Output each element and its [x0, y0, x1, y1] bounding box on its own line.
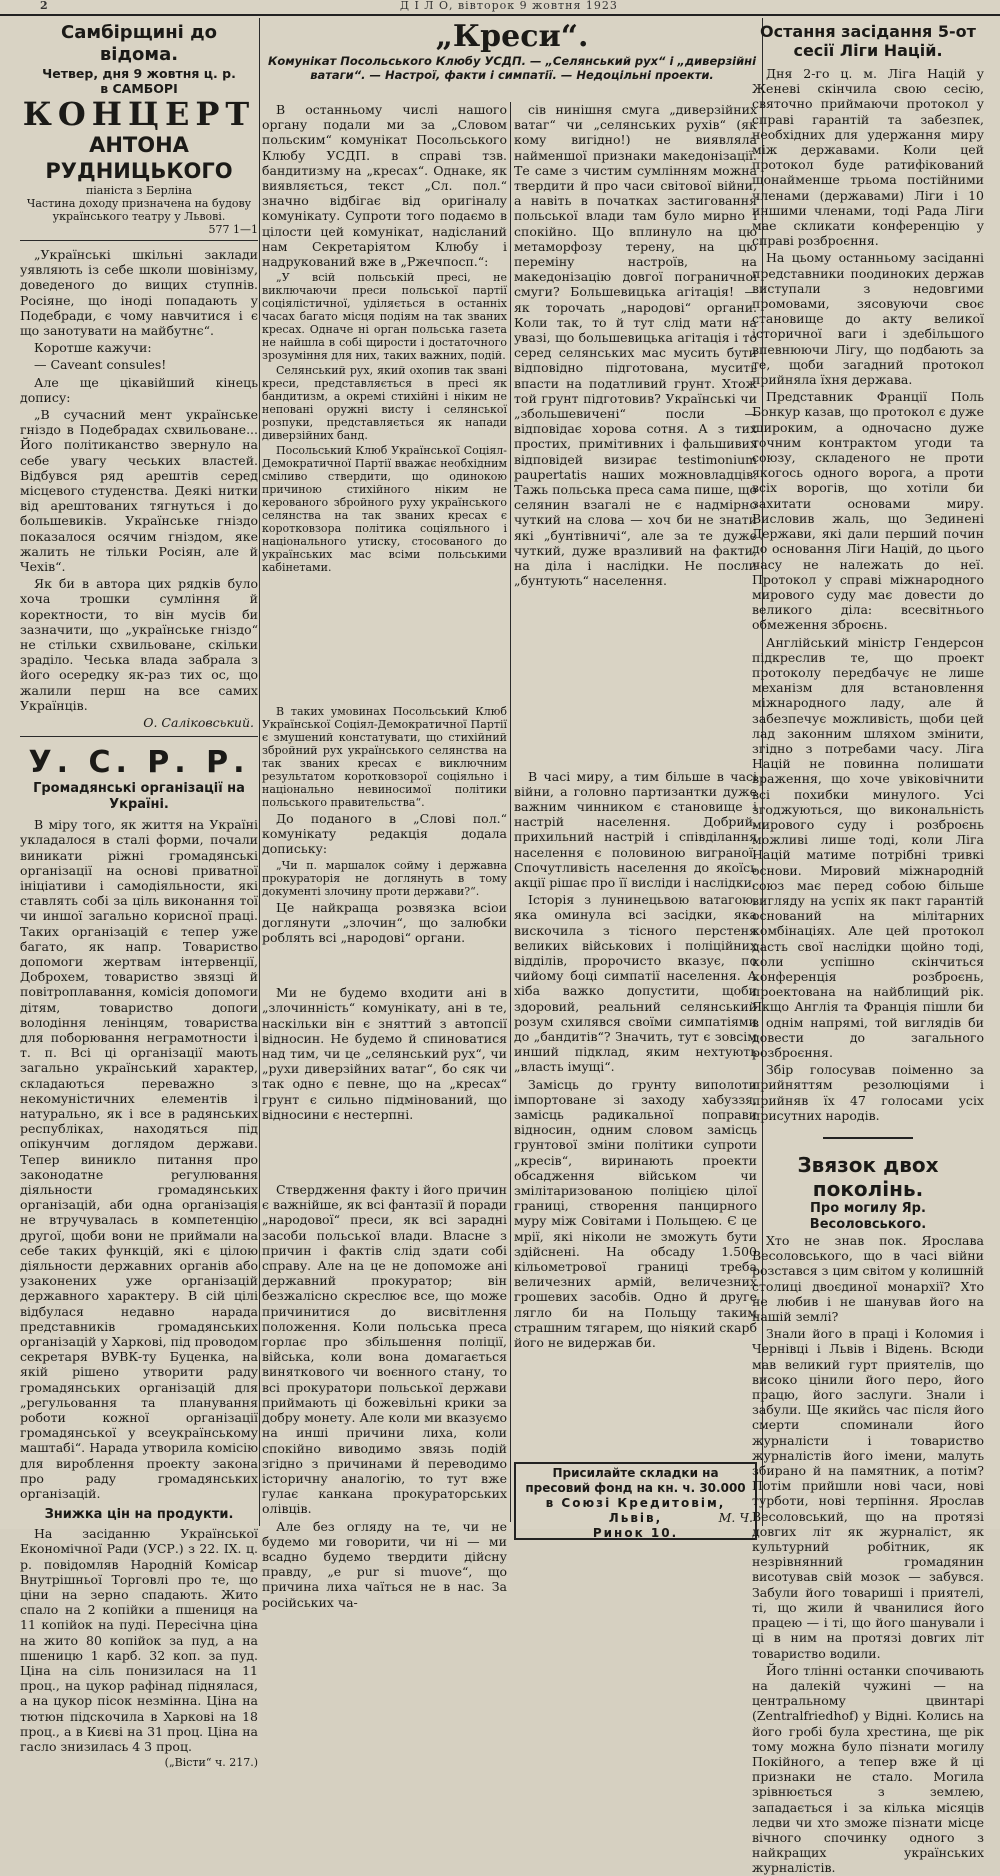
signature: М. Ч.	[718, 1510, 753, 1526]
prices-source: („Вісти“ ч. 217.)	[164, 1756, 258, 1770]
page-number: 2	[40, 0, 48, 12]
kresy-column-2-bottom	[262, 705, 507, 1610]
quote-paragraph: Селянський рух, який охопив так звані креси, представляється в пресі як бандитизм, а окремі стихійні і ніким не неповані оружні висту і селянської розпуки, представляється як напади диверзійних банд.	[262, 364, 507, 443]
zvyazok-title: Звязок двох поколінь.	[797, 1153, 939, 1202]
zvyazok-article	[752, 1153, 984, 1876]
ad-ref: 577 1—1	[208, 223, 258, 236]
paragraph: На цьому останньому засіданні представники поодиноких держав виступали з недовгими промовами, зясовуючи своє становище до акту великої історичної ваги і здебільшого впевнюючи Лігу, що подбають за те, щоби загадний протокол прийняла їхня держава.	[752, 250, 984, 388]
kresy-subtitle: Комунікат Посольського Клюбу УСДП. — „Селянський рух“ і „диверзійні ватаги“. — Настрої, факти і симпатії. — Недоцільні проекти.	[267, 54, 757, 82]
paragraph: На засіданню Української Економічної Ради (УСР.) з 22. IX. ц. р. повідомляв Народній Комісар Внутрішньої Торговлі про те, що ціни на зерно спадають. Жито спало на 2 копійки а пшениця на 11 копійок на пуді. Пересічна ціна на жито 80 копійок за пуд, а на пшеницю 1 карб. 32 коп. за пуд. Ціна на сіль понизилася на 11 проц., на цукор рафінад піднялася, а на цукор пісок незмінна. Ціна на тютюн підскочила в Харкові на 18 проц., а в Києві на 31 проц. Ціна на гасло знизилась 4 3 проц.	[20, 1526, 258, 1755]
article-divider	[823, 1137, 913, 1139]
ad-artist: АНТОНА РУДНИЦЬКОГО	[45, 133, 233, 183]
paragraph: Замісць до грунту виполоти імпортоване зі заходу хабуззя, замісць радикальної поправи відносин, одним словом замісць грунтової зміни політики супроти „кресів“, виринають проекти обсадження військом чи змілітаризованою поліцією цілої границі, створення панцирного муру між Совітами і Польщею. Є це мрії, які ніколи не зможуть бути здійснені. На обсаду 1.500 кільометрової границі треба величезних армій, величезних грошевих засобів. Одно й друге лягло би на Польщу таким страшним тягарем, що ніякий скарб його не видержав би.	[514, 1076, 757, 1351]
ad-note: Частина доходу призначена на будову українського театру у Львові.	[26, 197, 252, 223]
paragraph: Його тлінні останки спочивають на далекій чужині — на центральному цвинтарі (Zentralfriedhof) у Відні. Колись на його гробі була хрестина, ще рік тому можна було пізнати могилу Покійного, а тепер вже й ці признаки не стало. Могила зрівнюється з землею, западається і за кілька місяців ледви чи хто зможе пізнати місце вічного спочинку одного з найкращих українських журналістів.	[752, 1662, 984, 1876]
column-rule-2	[510, 102, 511, 1522]
liga-article	[752, 22, 984, 1123]
paragraph: „Українські шкільні заклади уявляють із себе школи шовінізму, доведеного до вищих ступнів. Росіяне, що іноді попадають у Подебради, є чому навчитися і є що занотувати на майбутнє“.	[20, 247, 258, 339]
ad-divider	[20, 240, 258, 241]
paragraph: Представник Франції Поль Бонкур казав, що протокол є дуже широким, а одночасно дуже точним контрактом угоди та союзу, складеного не проти якогось одного ворога, а проти всіх ворогів, що хотіли би захитати основами миру. Висловив жаль, що Зединені Держави, які дали перший почин до основання Ліги Націй, до цього часу не належать до неї. Протокол у справі міжнародного мирового суду має довести до великого діла: всесвітнього обмеження зброєнь.	[752, 389, 984, 633]
usrr-article	[20, 745, 258, 1501]
paragraph: Ми не будемо входити ані в „злочинність“ комунікату, ані в те, наскільки він є зняттий з автопсії відносин. Не будемо й спиноватися над тим, чи це „селянський рух“, чи „рухи диверзійних ватаг“, бо сяк чи так одно є певне, що на „кресах“ грунт є сильно підмінований, що відносини є нестерпні.	[262, 985, 507, 1122]
liga-title: Остання засідання 5-от сесії Ліги Націй.	[760, 22, 976, 60]
box-line-2: в Союзі Кредитовім, Львів,	[545, 1496, 726, 1525]
paragraph: Збір голосував поіменно за прийняттям резолюціями і прийняв їх 47 голосами усіх присутних народів.	[752, 1062, 984, 1123]
press-fund-box	[514, 1462, 757, 1540]
paragraph: В часі миру, а тим більше в часі війни, а головно партизантки дуже важним чинником є становище і настрій населення. Добрий, прихильний настрій і співділання населення є половиною виграної. Спочутливість населення до якоїсь акції рішає про її висліди і наслідки.	[514, 768, 757, 890]
column-rule-1	[259, 18, 260, 1526]
paragraph: Але ще цікавійший кінець допису:	[20, 374, 258, 405]
paragraph: Хто не знав пок. Ярослава Весоловського, що в часі війни розстався з цим світом у колишній столиці двоєдиної монархії? Хто не любив і не шанував його на нашій землі?	[752, 1233, 984, 1325]
paragraph: Як би в автора цих рядків було хоча трошки сумління й коректности, то він мусів би зазначити, що „українське гніздо“ не стільки схвильоване, скільки зраділо. Чеська влада забрала з його осередку як-раз тих ос, що жалили перш на все самих Українців.	[20, 576, 258, 713]
box-line-1: Присилайте складки на пресовий фонд на кн. ч. 30.000	[525, 1466, 746, 1495]
usrr-title: У. С. Р. Р.	[28, 745, 250, 781]
article-divider	[20, 736, 258, 737]
quote-paragraph: „У всій польській пресі, не виключаючи преси польської партії соціялістичної, уділяється в останніх часах багато місця подіям на так званих кресах. Одначе ні орган польська газета не найшла в собі щирости і достаточного зрозуміння для них, таких важних, подій.	[262, 271, 507, 363]
concert-ad	[20, 22, 258, 236]
quote-paragraph: В таких умовинах Посольський Клюб Української Соціял-Демократичної Партії є змушений констатувати, що стихійний збройний рух українського селянства на так званих кресах є виключним результатом коротковзорої соціяльно і національно невиносимої політики польського правительства“.	[262, 705, 507, 809]
paragraph: „В сучасний мент українське гніздо в Подебрадах схвильоване... Його політиканство звернуло на себе увагу чеських властей. Відбувся ряд арештів серед місцевого студенства. Деякі нитки від арештованих тягнуться і до большевиків. Українське гніздо показалося осячим гніздом, яке жалить не тільки Росіян, але й Чехів“.	[20, 407, 258, 575]
paragraph: Ствердження факту і його причин є важнійше, як всі фантазії й поради „народової“ преси, як всі зарадні засоби польської влади. Власне з причин і фактів слід здати собі справу. Але на це не допоможе ані державний прокуратор; він безжалісно скреслює все, що може причинитися до висвітлення положення. Коли польська преса горлає про збільшення поліції, війська, коли вона домагається виняткового чи воєнного стану, то всі прокуратори польської держави приймають ці божевільні крики за добру монету. Але коли ми вказуємо на инші причини лиха, коли спокійно виводимо звязь подій згідно з причинами й переводимо історичну аналогію, то тут вже гулає канкана прокураторських олівців.	[262, 1182, 507, 1517]
ad-artist-sub: піаніста з Берліна	[85, 184, 193, 197]
column-4	[752, 22, 984, 1876]
ad-date: Четвер, дня 9 жовтня ц. р.	[42, 66, 236, 81]
paragraph: Англійський міністр Гендерсон підкреслив те, що проект протоколу передбачує не лише механізм для встановлення міжнародного ладу, але й забезпечує можливість, щоби цей лад законним шляхом змінити, згідно з потребами часу. Ліга Націй не повинна полишати враження, що хоче увіковічнити всі похибки минулого. Усі згоджуються, що викональність мирового суду і розброєнь можливі лише тоді, коли Ліга Націй матиме потрібні тривкі основи. Мировий міжнародній союз має перед собою більше вигляду на успіх як пакт гарантій оснований на мілітарних комбінаціях. Але цей протокол дасть свої наслідки щойно тоді, коли успішно скінчиться конференція розброєнь, проектована на найблищий рік. Якщо Англія та Франція пішли би в однім напрямі, той виглядів би довести до загального розброєння.	[752, 634, 984, 1060]
paragraph: сів нинішня смуга „диверзійних ватаг“ чи „селянських рухів“ (як кому вигідно!) не виявляла найменшої признаки македонізації. Те саме з чистим сумлінням можна твердити й про часи світової війни, а навіть в початках застиговання польської влади там було мирно і спокійно. Що вплинуло на цю метаморфозу терену, на цю переміну настроїв, на македонізацію довгої пограничної смуги? Большевицька агітація! — як торочать „народові“ органи. Коли так, то й тут слід мати на увазі, що большевицька агітація і то серед селянських мас мусить бути відповідно підготована, мусить впасти на податливий грунт. Хтож той грунт підготовив? Українські чи „збольшевичені“ посли — відповідає хорова сотня. А з тих простих, примітивних і фальшивих відповідей визирає testimonium paupertatis наших можновладців. Тажь польська преса сама пише, що селянин взагалі не є надмірно чуткий на слова — хоч би не знати які „бунтівничі“, але за те дуже чуткий, дуже вразливий на факти, на діла і наслідки. Не посли „бунтують“ населення.	[514, 102, 757, 589]
zvyazok-subtitle: Про могилу Яр. Весоловського.	[809, 1201, 927, 1233]
kresy-column-2-top	[262, 102, 507, 575]
paragraph: Історія з лунинецьвою ватагою, яка оминула всі засідки, яка вискочила з тісного перстеня великих військових і поліційних відділів, пророчисто вказує, по чийому боці симпатії населення. А хіба важко допустити, щоби здоровий, реальний селянський розум схилявся своїми симпатіями до „бандитів“? Значить, тут є зовсім инший підклад, яким нехтують „власть імущі“.	[514, 892, 757, 1075]
column-1	[20, 22, 258, 1770]
usrr-subtitle: Громадянські організації на Україні.	[33, 781, 245, 813]
kresy-title: „Креси“.	[435, 19, 589, 54]
ad-place: в САМБОРІ	[100, 81, 178, 96]
prices-title: Знижка цін на продукти.	[44, 1507, 234, 1523]
ad-koncert: КОНЦЕРТ	[22, 95, 256, 133]
kresy-column-3	[514, 102, 757, 1526]
paragraph: До поданого в „Слові пол.“ комунікату редакція додала допиську:	[262, 811, 507, 857]
podebrady-article	[20, 247, 258, 730]
paragraph: — Caveant consules!	[34, 357, 167, 373]
kresy-article	[262, 19, 762, 1610]
paragraph: В останньому числі нашого органу подали ми за „Словом польским“ комунікат Посольського Клюбу УСДП. в справі тзв. бандитизму на „кресах“. Однаке, як виявляється, текст „Сл. пол.“ значно відбігає від оригіналу комунікату. Супроти того подаємо в цілости цей комунікат, надісланий нам Секретаріятом Клюбу і надрукований вже в „Ржечпосп.“:	[262, 102, 507, 270]
box-line-3: Ринок 10.	[592, 1526, 679, 1540]
prices-article	[20, 1507, 258, 1769]
masthead-line: Д І Л О, вівторок 9 жовтня 1923	[400, 0, 618, 12]
signature: О. Саліковський.	[143, 715, 254, 731]
ad-title: Самбірщині до відома.	[61, 22, 217, 65]
quote-paragraph: Посольський Клюб Української Соціял-Демократичної Партії вважає необхідним сміливо ствердити, що одинокою причиною стихійного ніким не керованого збройного руху українського селянства на так званих кресах є коротковзора політика соціяльного і національного утиску, стосованого до українських мас всіми польськими кабінетами.	[262, 444, 507, 575]
paragraph: Коротше кажучи:	[34, 340, 152, 356]
page-header	[0, 0, 1000, 16]
quote-paragraph: „Чи п. маршалок сойму і державна прокураторія не доглянуть в тому документі злочину проти держави?“.	[262, 858, 507, 898]
paragraph: Але без огляду на те, чи не будемо ми говорити, чи ні — ми всадно будемо твердити дійсну правду, „e pur si muove“, що причина лиха чаїться не в нас. За російських ча-	[262, 1518, 507, 1610]
paragraph: Знали його в праці і Коломия і Чернівці і Львів і Відень. Всюди мав великий гурт приятелів, що високо цінили його перо, його працю, його заслуги. Знали і забули. Ще якийсь час після його смерти споминали його журналісти і товариство журналістів його імени, малуть збирано й на памятник, а потім? Потім прийшли нові часи, нові турботи, нові терпіння. Ярослав Весоловський, що на протязі довгих літ як журналіст, як культурний робітник, як незрівнянний громадянин висотував свій мозок — забувся. Забули його товариші і приятелі, ті, що жили й чванилися його працею — і ті, що його шанували і ці в ним на протязі довгих літ товариство водили.	[752, 1326, 984, 1661]
paragraph: Дня 2-го ц. м. Ліга Націй у Женеві скінчила свою сесію, святочно приймаючи протокол у справі гарантій та забезпек, необхідних для удержання миру між державами. Коли цей протокол буде ратифікований щонайменше трьома постійними членами (державами) Ліги і 10 иншими членами, тоді Рада Ліги мае скликати конференцію у справі розброєння.	[752, 66, 984, 249]
paragraph: В міру того, як життя на Україні укладалося в сталі форми, почали виникати ріжні громадянські організації на основі приватної ініціативи і самодіяльности, які ставлять собі за ціль виконання тої чи иншої загально корисної праці. Таких організацій є тепер уже багато, як напр. Товариство допомоги жертвам інтервенції, Доброхем, товариство звязці й повітроплавання, комісія допомоги дітям, товариство допоги володіння ленінцям, товариства для поборювання неграмотности і т. п. Всі ці організації мають загально український характер, складаються переважно з некомуністичних елементів і натурально, як і все в радянських республіках, находяться під опікунчим доглядом держави. Тепер виникло питання про законодатне регулювання діяльности громадянських організацій, аби одна організація не втручувалась в компетенцію другої, щоби вони не приймали на себе таких функцій, які є цілою діяльности державних органів або узаконених уже організацій державного характеру. В сій цілі відбулася недавно нарада представників громадянських організацій у Харкові, під проводом секретаря ВУВК-ту Буценка, на якій рішено утворити раду громадянських організацій для „регульовання та планування роботи кожної організації громадянської у всеукраїнському маштабі“. Нарада утворила комісію для вироблення проекту закона про раду громадянських організацій.	[20, 817, 258, 1502]
paragraph: Це найкраща розвязка всіои доглянути „злочин“, що залюбки роблять всі „народові“ органи.	[262, 899, 507, 946]
